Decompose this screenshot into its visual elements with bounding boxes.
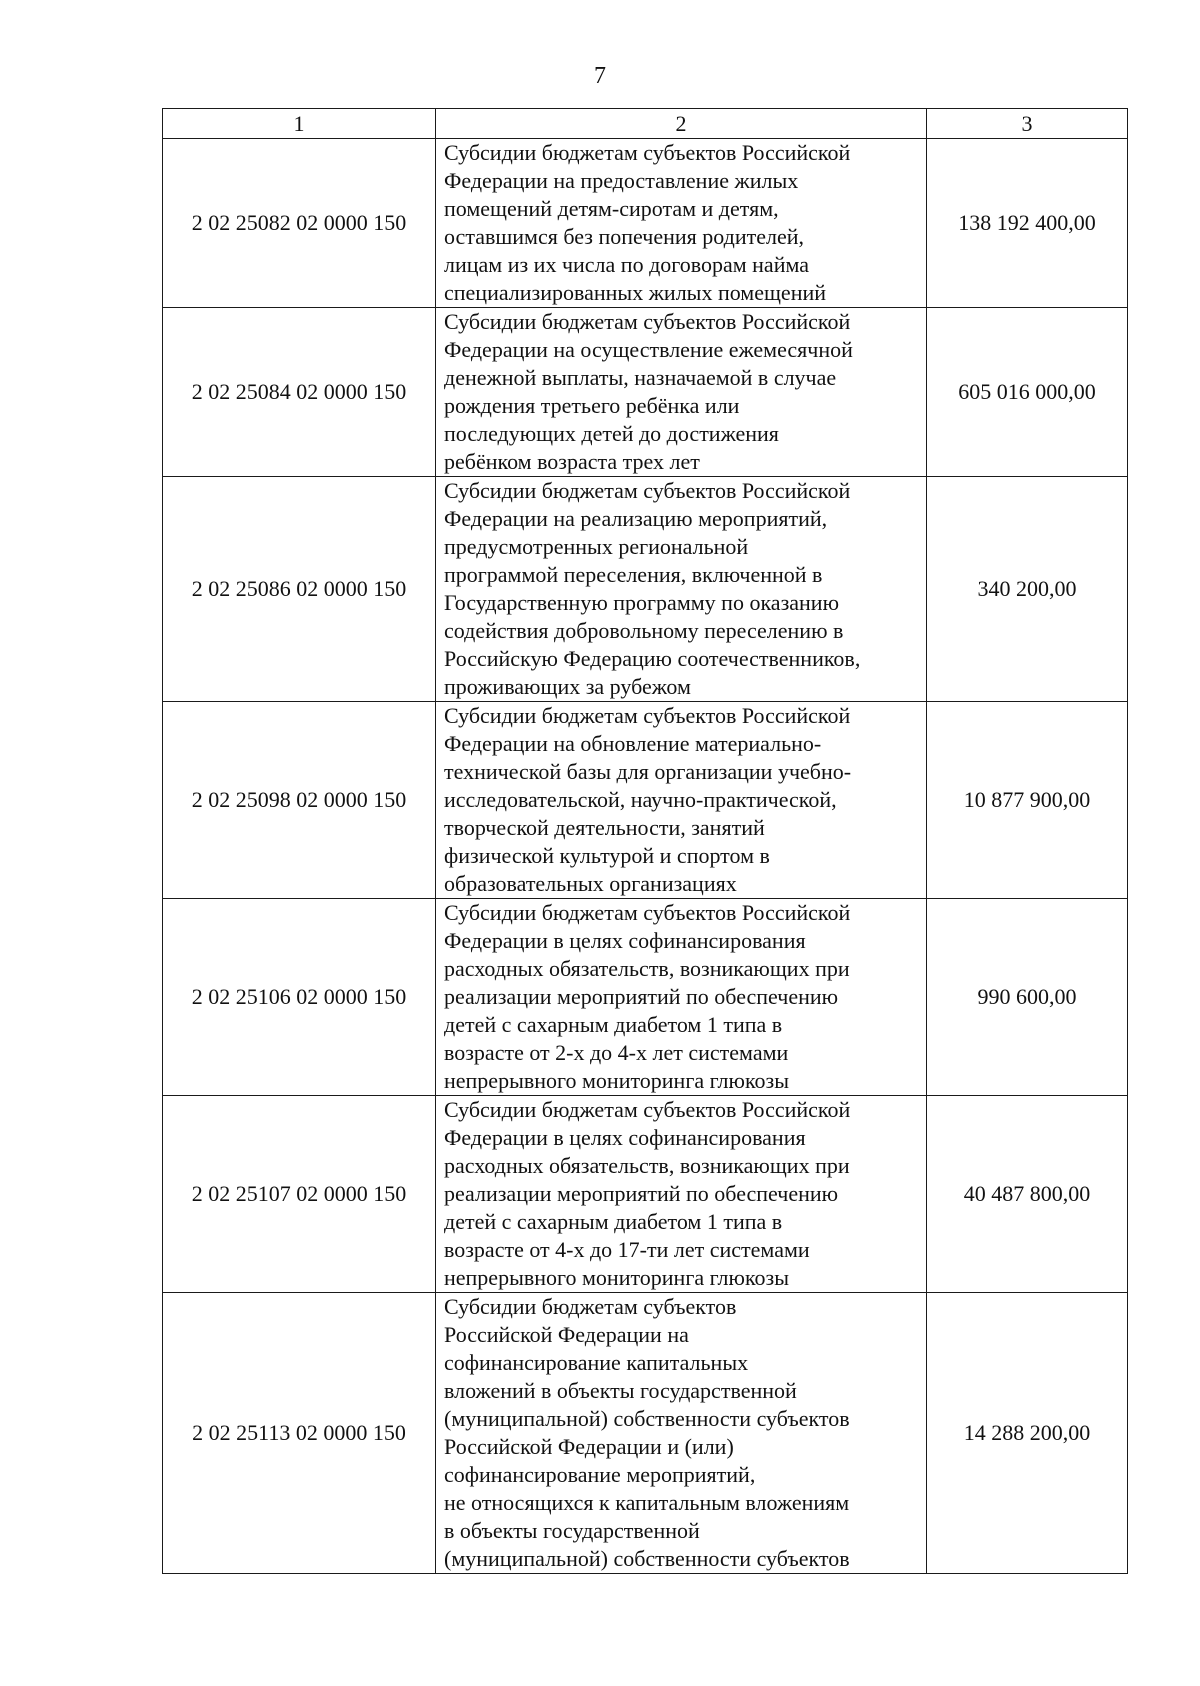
description-line: Российской Федерации на [444, 1322, 689, 1347]
description-line: Субсидии бюджетам субъектов Российской [444, 309, 851, 334]
description-line: предусмотренных региональной [444, 534, 749, 559]
description-line: непрерывного мониторинга глюкозы [444, 1265, 789, 1290]
description-line: Субсидии бюджетам субъектов Российской [444, 140, 851, 165]
amount-cell: 138 192 400,00 [927, 139, 1128, 308]
table-row [163, 899, 1128, 1096]
description-cell [436, 139, 927, 308]
budget-code-cell: 2 02 25107 02 0000 150 [163, 1096, 436, 1293]
amount-cell: 340 200,00 [927, 477, 1128, 702]
description-line: Субсидии бюджетам субъектов Российской [444, 900, 851, 925]
description-line: образовательных организациях [444, 871, 737, 896]
description-line: ребёнком возраста трех лет [444, 449, 700, 474]
description-cell [436, 308, 927, 477]
description-cell [436, 1096, 927, 1293]
description-line: Федерации на предоставление жилых [444, 168, 799, 193]
description-line: специализированных жилых помещений [444, 280, 827, 305]
description-line: технической базы для организации учебно- [444, 759, 852, 784]
description-line: проживающих за рубежом [444, 674, 691, 699]
description-line: детей с сахарным диабетом 1 типа в [444, 1012, 783, 1037]
description-line: Государственную программу по оказанию [444, 590, 840, 615]
column-header-3: 3 [927, 109, 1128, 139]
table-row [163, 308, 1128, 477]
description-line: оставшимся без попечения родителей, [444, 224, 804, 249]
amount-cell: 990 600,00 [927, 899, 1128, 1096]
description-line: лицам из их числа по договорам найма [444, 252, 810, 277]
budget-code-cell: 2 02 25113 02 0000 150 [163, 1293, 436, 1574]
amount-cell: 40 487 800,00 [927, 1096, 1128, 1293]
description-line: возрасте от 4-х до 17-ти лет системами [444, 1237, 810, 1262]
table-row [163, 477, 1128, 702]
page-number: 7 [594, 63, 606, 89]
description-line: детей с сахарным диабетом 1 типа в [444, 1209, 783, 1234]
description-line: (муниципальной) собственности субъектов [444, 1406, 850, 1431]
table-body [163, 139, 1128, 1574]
description-line: непрерывного мониторинга глюкозы [444, 1068, 789, 1093]
description-line: софинансирование мероприятий, [444, 1462, 756, 1487]
description-line: последующих детей до достижения [444, 421, 779, 446]
description-line: Субсидии бюджетам субъектов Российской [444, 1097, 851, 1122]
description-cell [436, 899, 927, 1096]
description-line: Российскую Федерацию соотечественников, [444, 646, 861, 671]
amount-cell: 14 288 200,00 [927, 1293, 1128, 1574]
description-line: (муниципальной) собственности субъектов [444, 1546, 850, 1571]
table-row [163, 139, 1128, 308]
description-line: физической культурой и спортом в [444, 843, 770, 868]
description-line: софинансирование капитальных [444, 1350, 749, 1375]
description-line: реализации мероприятий по обеспечению [444, 1181, 839, 1206]
description-line: программой переселения, включенной в [444, 562, 823, 587]
description-line: реализации мероприятий по обеспечению [444, 984, 839, 1009]
description-line: возрасте от 2-х до 4-х лет системами [444, 1040, 789, 1065]
budget-code-cell: 2 02 25086 02 0000 150 [163, 477, 436, 702]
description-line: рождения третьего ребёнка или [444, 393, 740, 418]
description-line: расходных обязательств, возникающих при [444, 956, 850, 981]
description-line: содействия добровольному переселению в [444, 618, 844, 643]
column-header-1: 1 [163, 109, 436, 139]
column-header-2: 2 [436, 109, 927, 139]
description-line: Федерации на обновление материально- [444, 731, 822, 756]
budget-code-cell: 2 02 25084 02 0000 150 [163, 308, 436, 477]
description-cell [436, 1293, 927, 1574]
description-line: расходных обязательств, возникающих при [444, 1153, 850, 1178]
description-line: в объекты государственной [444, 1518, 700, 1543]
description-cell [436, 702, 927, 899]
description-line: Федерации в целях софинансирования [444, 928, 806, 953]
description-line: Федерации на реализацию мероприятий, [444, 506, 828, 531]
description-line: не относящихся к капитальным вложениям [444, 1490, 850, 1515]
description-line: исследовательской, научно-практической, [444, 787, 837, 812]
description-line: Российской Федерации и (или) [444, 1434, 734, 1459]
description-line: Федерации в целях софинансирования [444, 1125, 806, 1150]
description-line: творческой деятельности, занятий [444, 815, 765, 840]
budget-code-cell: 2 02 25106 02 0000 150 [163, 899, 436, 1096]
description-line: Субсидии бюджетам субъектов [444, 1294, 737, 1319]
table-header-row [163, 109, 1128, 139]
description-line: денежной выплаты, назначаемой в случае [444, 365, 837, 390]
amount-cell: 605 016 000,00 [927, 308, 1128, 477]
budget-code-cell: 2 02 25098 02 0000 150 [163, 702, 436, 899]
budget-code-cell: 2 02 25082 02 0000 150 [163, 139, 436, 308]
description-line: помещений детям-сиротам и детям, [444, 196, 779, 221]
description-line: Субсидии бюджетам субъектов Российской [444, 703, 851, 728]
description-line: Субсидии бюджетам субъектов Российской [444, 478, 851, 503]
description-line: вложений в объекты государственной [444, 1378, 797, 1403]
table-row [163, 1096, 1128, 1293]
description-cell [436, 477, 927, 702]
amount-cell: 10 877 900,00 [927, 702, 1128, 899]
table-row [163, 1293, 1128, 1574]
description-line: Федерации на осуществление ежемесячной [444, 337, 853, 362]
table-row [163, 702, 1128, 899]
budget-table [162, 108, 1128, 1574]
